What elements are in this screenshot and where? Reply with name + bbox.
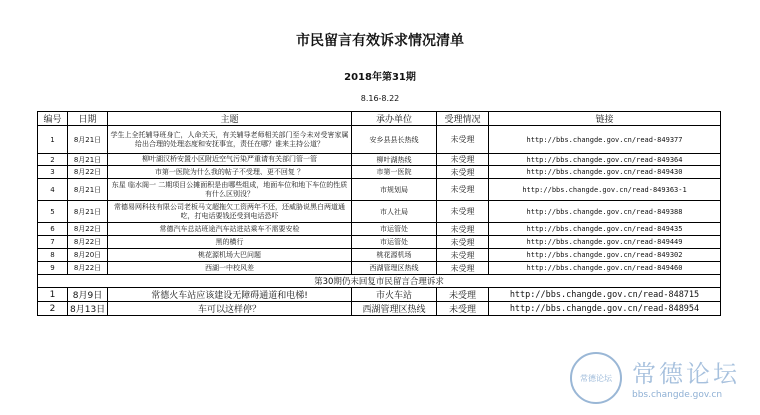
- col-header-status: 受理情况: [437, 112, 489, 126]
- table-row: [38, 126, 721, 154]
- cell-topic: 学生上全托辅导班身亡，人命关天，有关辅导老师相关部门至今未对受害家属给出合理的处理态度和安抚事宜，责任在哪？谁来主持公道？: [108, 126, 352, 154]
- cell-date: 8月22日: [68, 223, 108, 236]
- cell-unit: 市火车站: [352, 288, 437, 302]
- cell-link[interactable]: http://bbs.changde.gov.cn/read-848715: [489, 288, 721, 302]
- cell-number: 3: [38, 166, 68, 179]
- table-row: [38, 249, 721, 262]
- table-header-row: [38, 112, 721, 126]
- table-row: [38, 302, 721, 316]
- cell-topic: 桃花源机场大巴问题: [108, 249, 352, 262]
- cell-date: 8月20日: [68, 249, 108, 262]
- cell-topic: 东星 临水阁一 二期项目公摊面积是由哪些组成，地面车位和地下车位的性质有什么区别没？: [108, 179, 352, 201]
- cell-link[interactable]: http://bbs.changde.gov.cn/read-848954: [489, 302, 721, 316]
- cell-date: 8月22日: [68, 262, 108, 275]
- section-header-row: [38, 275, 721, 288]
- cell-unit: 西湖管理区热线: [352, 262, 437, 275]
- cell-unit: 柳叶湖热线: [352, 154, 437, 166]
- cell-unit: 市运管处: [352, 236, 437, 249]
- cell-unit: 安乡县县长热线: [352, 126, 437, 154]
- issue-number: 2018年第31期: [344, 72, 416, 83]
- cell-topic: 常德汽车总站班途汽车站进站乘车不需要安检: [108, 223, 352, 236]
- table-row: [38, 262, 721, 275]
- cell-status: 未受理: [437, 288, 489, 302]
- cell-date: 8月13日: [68, 302, 108, 316]
- cell-link[interactable]: http://bbs.changde.gov.cn/read-849430: [489, 166, 721, 179]
- forum-name: 常德论坛: [632, 360, 740, 388]
- table-row: [38, 288, 721, 302]
- cell-date: 8月22日: [68, 166, 108, 179]
- cell-unit: 市第一医院: [352, 166, 437, 179]
- cell-link[interactable]: http://bbs.changde.gov.cn/read-849388: [489, 201, 721, 223]
- cell-link[interactable]: http://bbs.changde.gov.cn/read-849364: [489, 154, 721, 166]
- table-row: [38, 236, 721, 249]
- table-row: [38, 223, 721, 236]
- col-header-date: 日期: [68, 112, 108, 126]
- cell-number: 1: [38, 126, 68, 154]
- cell-topic: 柳叶湖汉桥安置小区附近空气污染严重请有关部门管一管: [108, 154, 352, 166]
- table-row: [38, 201, 721, 223]
- cell-link[interactable]: http://bbs.changde.gov.cn/read-849435: [489, 223, 721, 236]
- cell-topic: 黑的横行: [108, 236, 352, 249]
- table-row: [38, 166, 721, 179]
- cell-date: 8月21日: [68, 154, 108, 166]
- cell-date: 8月22日: [68, 236, 108, 249]
- complaints-table: [37, 111, 721, 316]
- cell-link[interactable]: http://bbs.changde.gov.cn/read-849377: [489, 126, 721, 154]
- cell-date: 8月21日: [68, 126, 108, 154]
- cell-status: 未受理: [437, 249, 489, 262]
- section-title: 第30期仍未回复市民留言合理诉求: [38, 275, 721, 288]
- cell-date: 8月21日: [68, 201, 108, 223]
- cell-link[interactable]: http://bbs.changde.gov.cn/read-849363-1: [489, 179, 721, 201]
- cell-topic: 市第一医院为什么我的帖子不受理、更不回复 ？: [108, 166, 352, 179]
- date-range: 8.16-8.22: [360, 94, 400, 103]
- cell-unit: 市规划局: [352, 179, 437, 201]
- cell-number: 2: [38, 302, 68, 316]
- cell-unit: 西湖管理区热线: [352, 302, 437, 316]
- cell-number: 5: [38, 201, 68, 223]
- cell-topic: 西湖一中校风差: [108, 262, 352, 275]
- document-title: 市民留言有效诉求情况清单: [296, 33, 464, 49]
- cell-unit: 桃花源机场: [352, 249, 437, 262]
- cell-link[interactable]: http://bbs.changde.gov.cn/read-849449: [489, 236, 721, 249]
- cell-number: 4: [38, 179, 68, 201]
- cell-unit: 市运管处: [352, 223, 437, 236]
- forum-watermark: [570, 352, 750, 408]
- col-header-topic: 主题: [108, 112, 352, 126]
- cell-number: 8: [38, 249, 68, 262]
- forum-seal-logo: 常德论坛: [570, 352, 622, 404]
- col-header-number: 编号: [38, 112, 68, 126]
- cell-status: 未受理: [437, 262, 489, 275]
- cell-number: 9: [38, 262, 68, 275]
- cell-number: 7: [38, 236, 68, 249]
- cell-number: 2: [38, 154, 68, 166]
- col-header-link: 链接: [489, 112, 721, 126]
- table-row: [38, 179, 721, 201]
- cell-status: 未受理: [437, 179, 489, 201]
- cell-status: 未受理: [437, 223, 489, 236]
- cell-topic: 车可以这样停？: [108, 302, 352, 316]
- cell-status: 未受理: [437, 154, 489, 166]
- cell-status: 未受理: [437, 126, 489, 154]
- cell-status: 未受理: [437, 236, 489, 249]
- forum-url: bbs.changde.gov.cn: [632, 390, 723, 400]
- cell-status: 未受理: [437, 201, 489, 223]
- cell-number: 6: [38, 223, 68, 236]
- cell-link[interactable]: http://bbs.changde.gov.cn/read-849302: [489, 249, 721, 262]
- cell-status: 未受理: [437, 166, 489, 179]
- cell-unit: 市人社局: [352, 201, 437, 223]
- cell-number: 1: [38, 288, 68, 302]
- table-row: [38, 154, 721, 166]
- cell-topic: 常德火车站应该建设无障碍通道和电梯!: [108, 288, 352, 302]
- cell-link[interactable]: http://bbs.changde.gov.cn/read-849460: [489, 262, 721, 275]
- col-header-unit: 承办单位: [352, 112, 437, 126]
- cell-topic: 常德易网科技有限公司老板马文超拖欠工资两年不还，还威胁说黑白两道通吃，打电话要钱还受到电话恐吓: [108, 201, 352, 223]
- cell-date: 8月21日: [68, 179, 108, 201]
- cell-status: 未受理: [437, 302, 489, 316]
- cell-date: 8月9日: [68, 288, 108, 302]
